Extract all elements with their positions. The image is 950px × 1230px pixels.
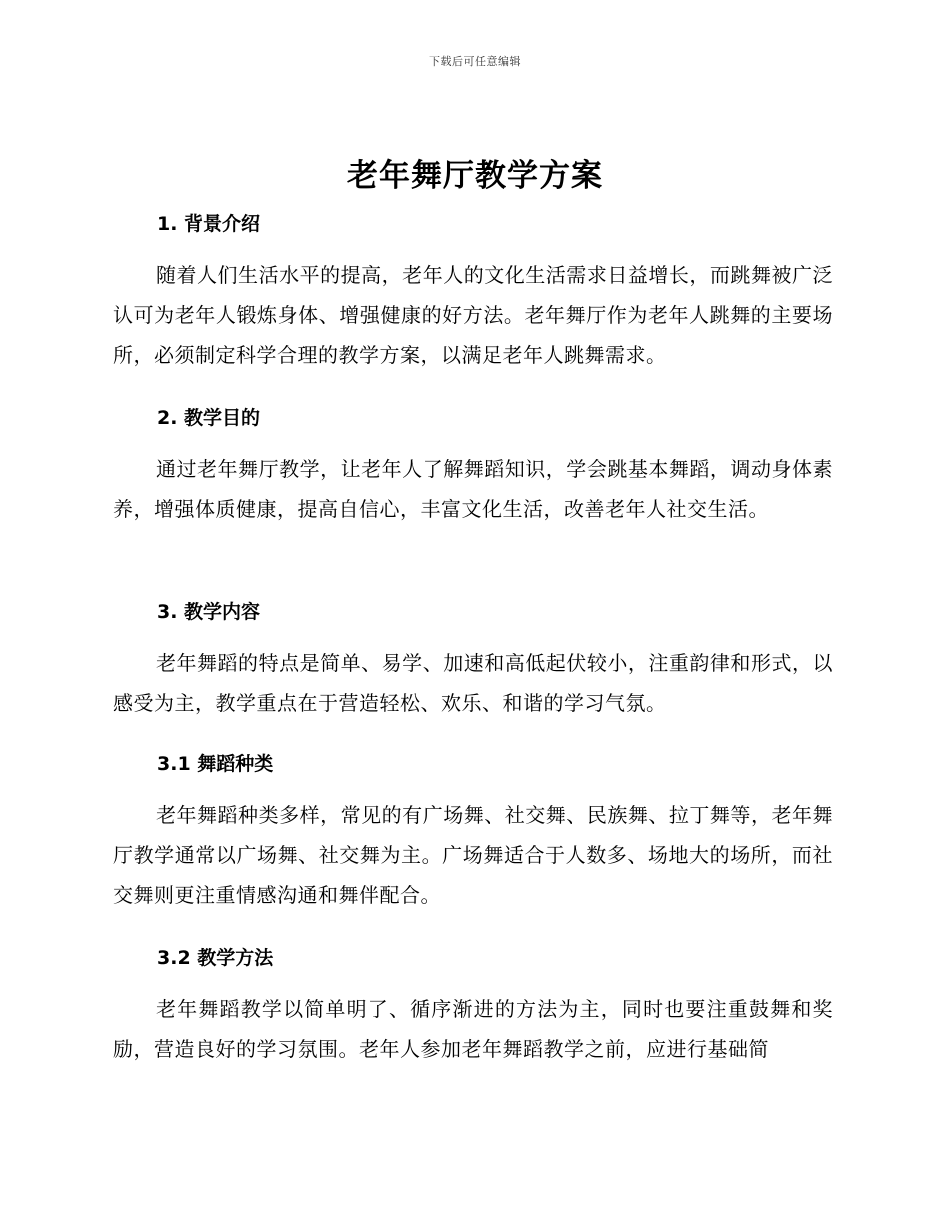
section-body-objectives: 通过老年舞厅教学，让老年人了解舞蹈知识，学会跳基本舞蹈，调动身体素养，增强体质健康，提高自信心，丰富文化生活，改善老年人社交生活。 bbox=[113, 457, 833, 521]
section-body-background: 随着人们生活水平的提高，老年人的文化生活需求日益增长，而跳舞被广泛认可为老年人锻炼身体、增强健康的好方法。老年舞厅作为老年人跳舞的主要场所，必须制定科学合理的教学方案，以满足老年人跳舞需求。 bbox=[113, 263, 833, 367]
section-body-content: 老年舞蹈的特点是简单、易学、加速和高低起伏较小，注重韵律和形式，以感受为主，教学重点在于营造轻松、欢乐、和谐的学习气氛。 bbox=[113, 651, 833, 715]
section-heading-objectives: 2. 教学目的 bbox=[157, 407, 261, 429]
document-title: 老年舞厅教学方案 bbox=[347, 158, 603, 194]
section-body-teaching-methods: 老年舞蹈教学以简单明了、循序渐进的方法为主，同时也要注重鼓舞和奖励，营造良好的学习氛围。老年人参加老年舞蹈教学之前，应进行基础简 bbox=[113, 997, 833, 1061]
page-header-note: 下载后可任意编辑 bbox=[429, 55, 521, 68]
section-heading-dance-types: 3.1 舞蹈种类 bbox=[157, 753, 274, 775]
section-body-dance-types: 老年舞蹈种类多样，常见的有广场舞、社交舞、民族舞、拉丁舞等，老年舞厅教学通常以广场舞、社交舞为主。广场舞适合于人数多、场地大的场所，而社交舞则更注重情感沟通和舞伴配合。 bbox=[113, 803, 833, 907]
section-heading-background: 1. 背景介绍 bbox=[157, 213, 261, 235]
section-heading-content: 3. 教学内容 bbox=[157, 601, 261, 623]
section-heading-teaching-methods: 3.2 教学方法 bbox=[157, 947, 274, 969]
